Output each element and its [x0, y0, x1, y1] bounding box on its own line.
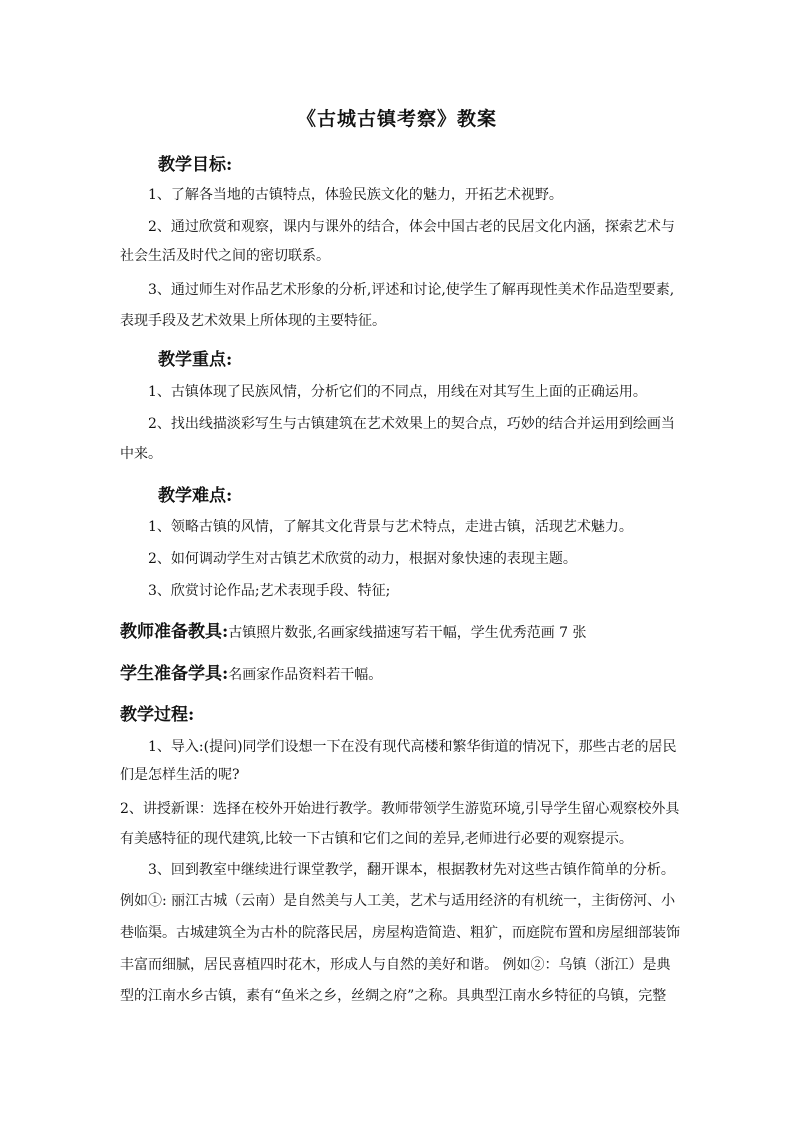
text-line: 2、找出线描淡彩写生与古镇建筑在艺术效果上的契合点，巧妙的结合并运用到绘画当: [148, 416, 675, 432]
section-heading-process: 教学过程:: [120, 705, 195, 725]
student-prep-text: 名画家作品资料若干幅。: [228, 667, 383, 683]
teacher-prep: [120, 617, 587, 642]
text-line: 1、了解各当地的古镇特点，体验民族文化的魅力，开拓艺术视野。: [148, 187, 563, 203]
text-line: 表现手段及艺术效果上所体现的主要特征。: [120, 313, 386, 329]
text-line: 巷临渠。古城建筑全为古朴的院落民居，房屋构造简造、粗犷，而庭院布置和房屋细部装饰: [120, 925, 680, 941]
student-prep-label: 学生准备学具:: [120, 664, 229, 684]
teacher-prep-label: 教师准备教具:: [120, 622, 229, 642]
text-line: 中来。: [120, 446, 162, 462]
text-line: 2、讲授新课：选择在校外开始进行教学。教师带领学生游览环境,引导学生留心观察校外具: [120, 801, 680, 817]
text-line: 3、回到教室中继续进行课堂教学，翻开课本，根据教材先对这些古镇作简单的分析。: [148, 862, 675, 878]
text-line: 丰富而细腻，居民喜植四时花木，形成人与自然的美好和谐。 例如②：乌镇（浙江）是典: [120, 957, 671, 973]
section-heading-key-points: 教学重点:: [158, 350, 233, 370]
text-line: 们是怎样生活的呢?: [120, 767, 240, 783]
teacher-prep-text: 古镇照片数张,名画家线描速写若干幅，学生优秀范画 7 张: [228, 625, 587, 641]
text-line: 例如①: 丽江古城（云南）是自然美与人工美，艺术与适用经济的有机统一，主街傍河、小: [120, 893, 676, 909]
text-line: 2、如何调动学生对古镇艺术欣赏的动力，根据对象快速的表现主题。: [148, 551, 577, 567]
section-heading-objectives: 教学目标:: [158, 155, 233, 175]
student-prep: [120, 659, 382, 684]
text-line: 1、导入:(提问)同学们设想一下在没有现代高楼和繁华街道的情况下，那些古老的居民: [148, 739, 677, 755]
text-line: 型的江南水乡古镇，素有“鱼米之乡，丝绸之府”之称。具典型江南水乡特征的乌镇，完整: [120, 988, 667, 1004]
text-line: 2、通过欣赏和观察，课内与课外的结合，体会中国古老的民居文化内涵，探索艺术与: [148, 219, 675, 235]
text-line: 1、领略古镇的风情，了解其文化背景与艺术特点，走进古镇，活现艺术魅力。: [148, 519, 633, 535]
text-line: 3、欣赏讨论作品;艺术表现手段、特征;: [148, 583, 391, 599]
text-line: 有美感特征的现代建筑,比较一下古镇和它们之间的差异,老师进行必要的观察提示。: [120, 831, 633, 847]
section-heading-difficulties: 教学难点:: [158, 486, 233, 506]
text-line: 1、古镇体现了民族风情，分析它们的不同点，用线在对其写生上面的正确运用。: [148, 384, 647, 400]
page-title: 《古城古镇考察》教案: [296, 108, 497, 130]
text-line: 3、通过师生对作品艺术形象的分析,评述和讨论,使学生了解再现性美术作品造型要素,: [148, 282, 675, 298]
text-line: 社会生活及时代之间的密切联系。: [120, 248, 330, 264]
